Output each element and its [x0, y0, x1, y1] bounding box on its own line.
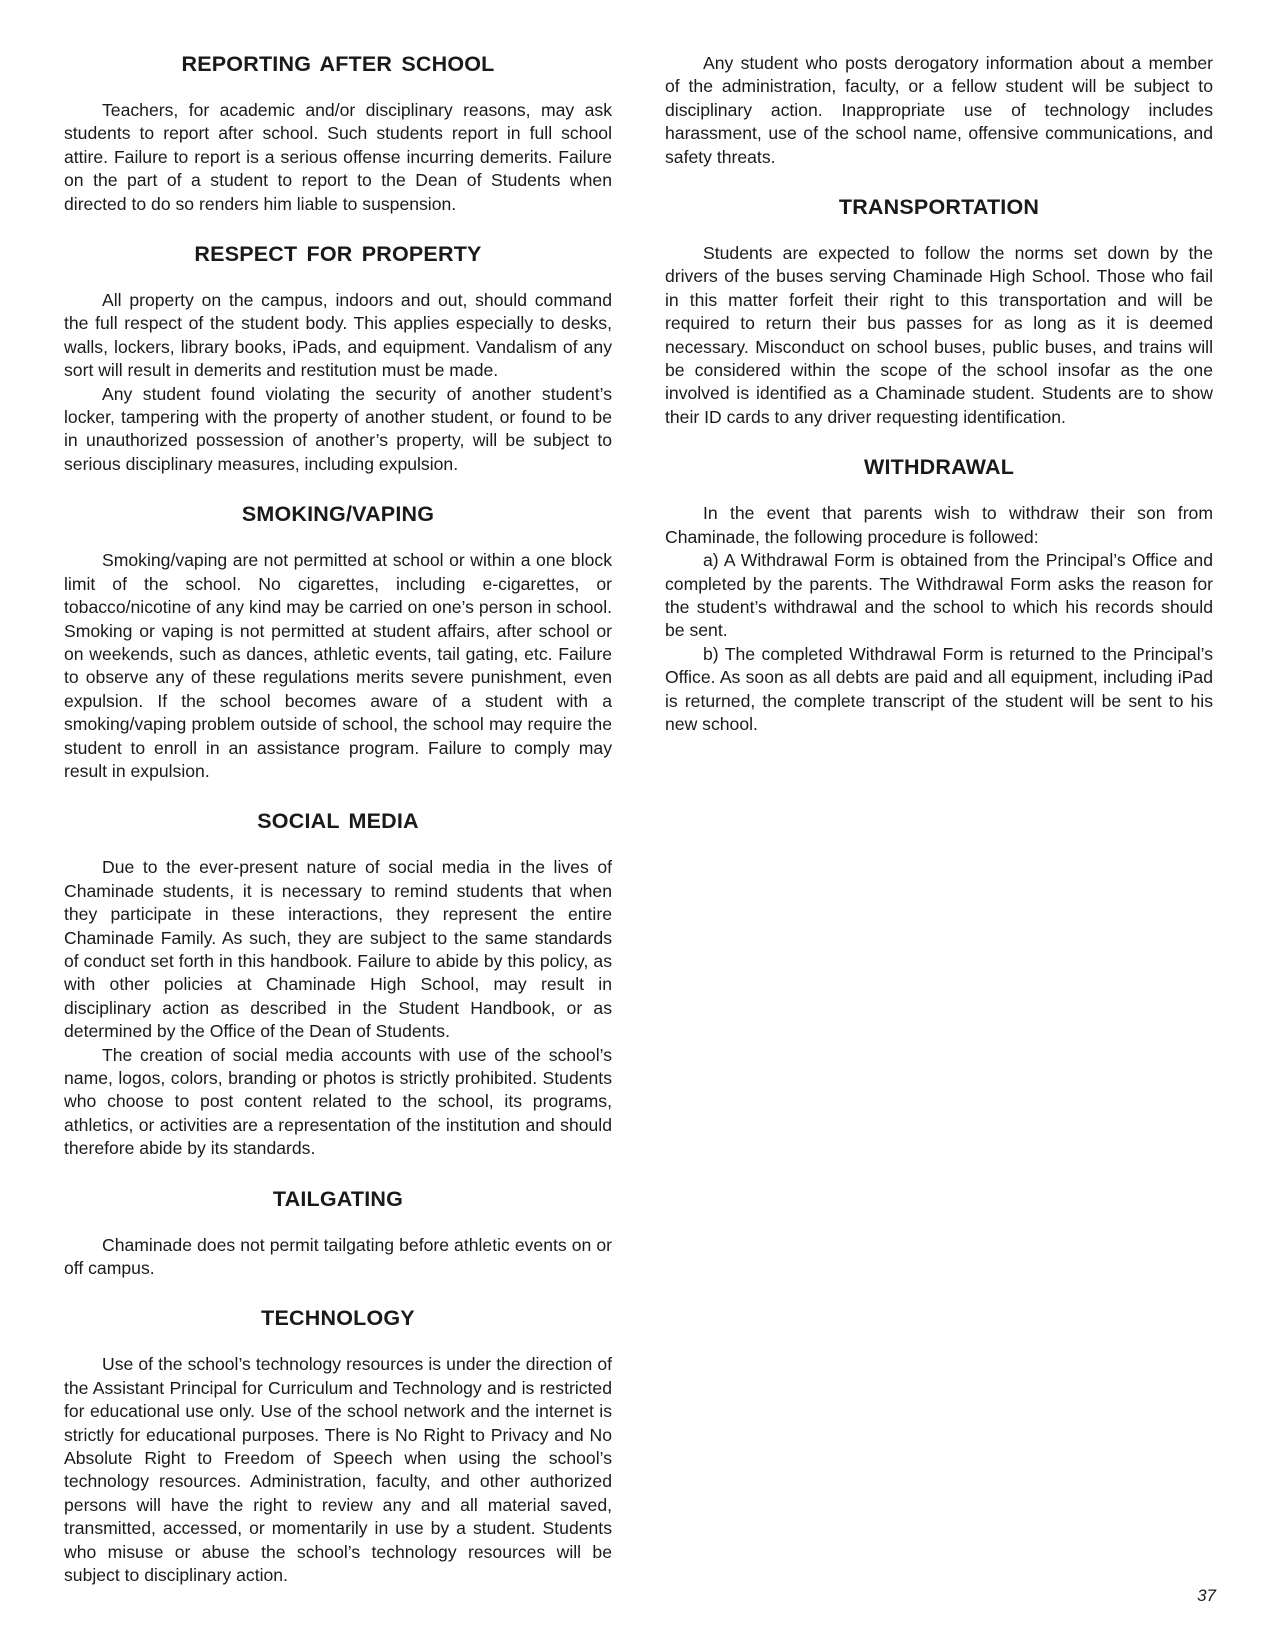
section-respect-for-property [64, 236, 612, 476]
section-technology-continued [665, 52, 1213, 169]
heading-technology: TECHNOLOGY [261, 1306, 415, 1331]
heading-smoking-vaping: SMOKING/VAPING [241, 502, 435, 527]
heading-social-media: SOCIAL MEDIA [257, 809, 419, 834]
paragraph: The creation of social media accounts with use of the school’s name, logos, colors, branding or photos is strictly prohibited. Students who choose to post content related to the school, its programs, athletics, or activities are a representation of the institution and should therefore abide by its standards. [64, 1044, 612, 1159]
paragraph: b) The completed Withdrawal Form is returned to the Principal’s Office. As soon as all debts are paid and all equipment, including iPad is returned, the complete transcript of the student will be sent to his new school. [665, 643, 1213, 734]
heading-reporting-after-school: REPORTING AFTER SCHOOL [181, 52, 495, 76]
paragraph: Students are expected to follow the norms set down by the drivers of the buses serving Chaminade High School. Those who fail in this matter forfeit their right to this transportation and will be required to return their bus passes for as long as it is deemed necessary. Misconduct on school buses, public buses, and trains will be considered within the scope of the school insofar as the one involved is identified as a Chaminade student. Students are to show their ID cards to any driver requesting identification. [665, 243, 1213, 427]
paragraph: Any student who posts derogatory information about a member of the administration, faculty, or a fellow student will be subject to disciplinary action. Inappropriate use of technology includes harassment, use of the school name, offensive communications, and safety threats. [665, 53, 1213, 167]
paragraph: All property on the campus, indoors and out, should command the full respect of the student body. This applies especially to desks, walls, lockers, library books, iPads, and equipment. Vandalism of any sort will result in demerits and restitution must be made. [64, 290, 612, 381]
paragraph: Any student found violating the security of another student’s locker, tampering with the property of another student, or found to be in unauthorized possession of another’s property, will be subject to serious disciplinary measures, including expulsion. [64, 383, 612, 474]
section-smoking-vaping [64, 496, 612, 783]
section-technology [64, 1300, 612, 1587]
section-tailgating [64, 1181, 612, 1281]
paragraph: Chaminade does not permit tailgating before athletic events on or off campus. [64, 1234, 612, 1279]
heading-tailgating: TAILGATING [272, 1186, 404, 1211]
paragraph: Use of the school’s technology resources is under the direction of the Assistant Principal for Curriculum and Technology and is restricted for educational use only. Use of the school network and the internet is strictly for educational purposes. There is No Right to Privacy and No Absolute Right to Freedom of Speech when using the school’s technology resources. Administration, faculty, and other authorized persons will have the right to review any and all material saved, transmitted, accessed, or momentarily in use by a student. Students who misuse or abuse the school’s technology resources will be subject to disciplinary action. [64, 1354, 612, 1586]
heading-transportation: TRANSPORTATION [838, 195, 1040, 220]
heading-respect-for-property: RESPECT FOR PROPERTY [194, 242, 482, 267]
paragraph: Smoking/vaping are not permitted at school or within a one block limit of the school. No cigarettes, including e-cigarettes, or tobacco/nicotine of any kind may be carried on one’s person in school. Smoking or vaping is not permitted at student affairs, after school or on weekends, such as dances, athletic events, tail gating, etc. Failure to observe any of these regulations merits severe punishment, even expulsion. If the school becomes aware of a student with a smoking/vaping problem outside of school, the school may require the student to enroll in an assistance program. Failure to comply may result in expulsion. [64, 550, 612, 781]
heading-withdrawal: WITHDRAWAL [863, 455, 1015, 480]
paragraph: Teachers, for academic and/or disciplinary reasons, may ask students to report after school. Such students report in full school attire. Failure to report is a serious offense incurring demerits. Failure on the part of a student to report to the Dean of Students when directed to do so renders him liable to suspension. [64, 100, 612, 214]
section-transportation [665, 189, 1213, 429]
left-column [64, 46, 612, 1588]
paragraph: a) A Withdrawal Form is obtained from the Principal’s Office and completed by the parents. The Withdrawal Form asks the reason for the student’s withdrawal and the school to which his records should be sent. [665, 550, 1213, 641]
page-number: 37 [1197, 1586, 1216, 1605]
right-column [665, 46, 1213, 736]
section-withdrawal [665, 449, 1213, 736]
section-reporting-after-school [64, 46, 612, 216]
section-social-media [64, 803, 612, 1160]
paragraph: Due to the ever-present nature of social media in the lives of Chaminade students, it is necessary to remind students that when they participate in these interactions, they represent the entire Chaminade Family. As such, they are subject to the same standards of conduct set forth in this handbook. Failure to abide by this policy, as with other policies at Chaminade High School, may result in disciplinary action as described in the Student Handbook, or as determined by the Office of the Dean of Students. [64, 857, 612, 1042]
paragraph: In the event that parents wish to withdraw their son from Chaminade, the following procedure is followed: [665, 503, 1213, 547]
